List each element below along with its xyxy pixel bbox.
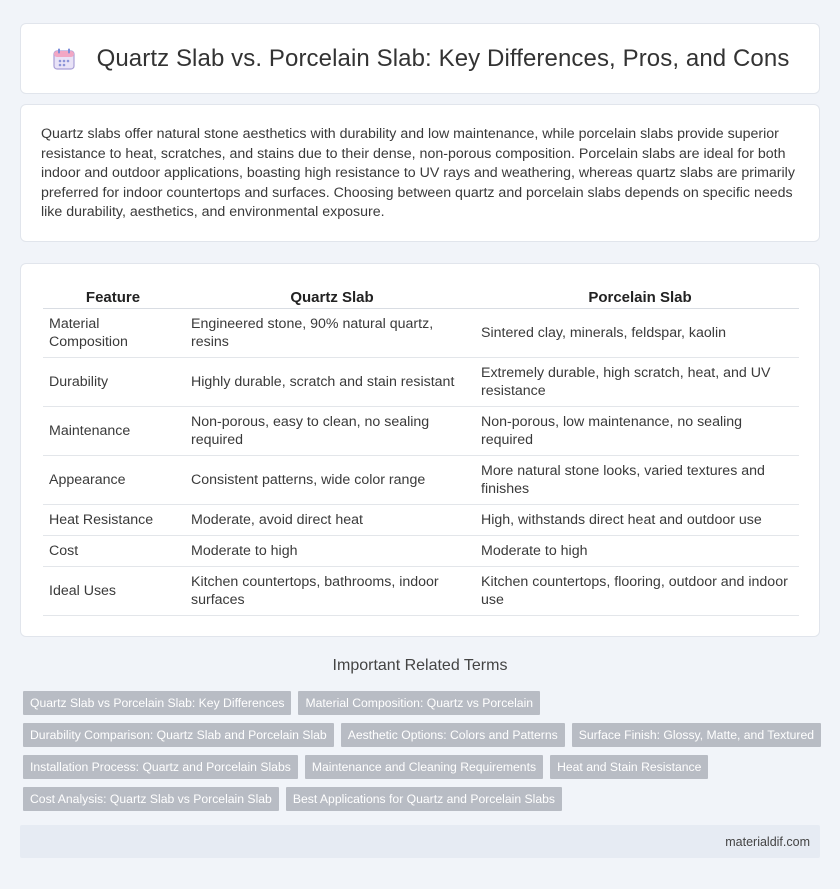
- footer-site-link[interactable]: materialdif.com: [725, 834, 810, 849]
- table-row: [43, 456, 799, 505]
- table-row: [43, 536, 799, 567]
- table-cell: Material Composition: [43, 309, 183, 358]
- tag-row: [23, 691, 823, 715]
- table-cell: Sintered clay, minerals, feldspar, kaolin: [473, 309, 799, 358]
- table-cell: Moderate, avoid direct heat: [183, 505, 473, 536]
- footer: [20, 825, 820, 858]
- page-header: [20, 23, 820, 94]
- intro-section: [20, 104, 820, 242]
- page-title: Quartz Slab vs. Porcelain Slab: Key Differences, Pros, and Cons: [96, 44, 790, 72]
- table-cell: Cost: [43, 536, 183, 567]
- table-cell: Engineered stone, 90% natural quartz, resins: [183, 309, 473, 358]
- related-term-tag[interactable]: Maintenance and Cleaning Requirements: [305, 755, 543, 779]
- table-row: [43, 407, 799, 456]
- tag-row: [23, 755, 823, 779]
- table-cell: Ideal Uses: [43, 567, 183, 616]
- table-cell: Moderate to high: [473, 536, 799, 567]
- related-term-tag[interactable]: Surface Finish: Glossy, Matte, and Textured: [572, 723, 821, 747]
- table-cell: Appearance: [43, 456, 183, 505]
- related-term-tag[interactable]: Aesthetic Options: Colors and Patterns: [341, 723, 565, 747]
- tag-row: [23, 787, 823, 811]
- table-cell: Durability: [43, 358, 183, 407]
- related-term-tag[interactable]: Cost Analysis: Quartz Slab vs Porcelain Slab: [23, 787, 279, 811]
- table-cell: More natural stone looks, varied textures and finishes: [473, 456, 799, 505]
- table-cell: Moderate to high: [183, 536, 473, 567]
- table-row: [43, 567, 799, 616]
- table-cell: Non-porous, low maintenance, no sealing required: [473, 407, 799, 456]
- table-header-row: [43, 284, 799, 309]
- comparison-section: [20, 263, 820, 637]
- table-cell: Kitchen countertops, bathrooms, indoor surfaces: [183, 567, 473, 616]
- table-cell: High, withstands direct heat and outdoor use: [473, 505, 799, 536]
- table-row: [43, 358, 799, 407]
- related-term-tag[interactable]: Best Applications for Quartz and Porcelain Slabs: [286, 787, 562, 811]
- related-terms-title: Important Related Terms: [332, 657, 508, 674]
- table-row: [43, 505, 799, 536]
- header-feature: Feature: [43, 284, 183, 309]
- table-cell: Non-porous, easy to clean, no sealing required: [183, 407, 473, 456]
- table-row: [43, 309, 799, 358]
- intro-text: Quartz slabs offer natural stone aesthetics with durability and low maintenance, while porcelain slabs provide superior resistance to heat, scratches, and stains due to their dense, non-porous composition. Porcelain slabs are ideal for both indoor and outdoor applications, boasting high resistance to UV rays and weathering, whereas quartz slabs are primarily preferred for indoor countertops and surfaces. Choosing between quartz and porcelain slabs depends on specific needs like durability, aesthetics, and environmental exposure.: [41, 126, 795, 221]
- header-quartz: Quartz Slab: [183, 284, 473, 309]
- table-cell: Highly durable, scratch and stain resistant: [183, 358, 473, 407]
- table-cell: Consistent patterns, wide color range: [183, 456, 473, 505]
- related-term-tag[interactable]: Quartz Slab vs Porcelain Slab: Key Differences: [23, 691, 291, 715]
- related-term-tag[interactable]: Installation Process: Quartz and Porcelain Slabs: [23, 755, 298, 779]
- tag-row: [23, 723, 823, 747]
- calendar-icon: [51, 46, 77, 72]
- table-cell: Kitchen countertops, flooring, outdoor and indoor use: [473, 567, 799, 616]
- related-terms-list: [23, 691, 823, 819]
- related-term-tag[interactable]: Heat and Stain Resistance: [550, 755, 708, 779]
- table-cell: Extremely durable, high scratch, heat, and UV resistance: [473, 358, 799, 407]
- related-term-tag[interactable]: Durability Comparison: Quartz Slab and Porcelain Slab: [23, 723, 334, 747]
- header-porcelain: Porcelain Slab: [473, 284, 799, 309]
- table-cell: Heat Resistance: [43, 505, 183, 536]
- comparison-table: [43, 284, 799, 616]
- table-cell: Maintenance: [43, 407, 183, 456]
- related-term-tag[interactable]: Material Composition: Quartz vs Porcelain: [298, 691, 540, 715]
